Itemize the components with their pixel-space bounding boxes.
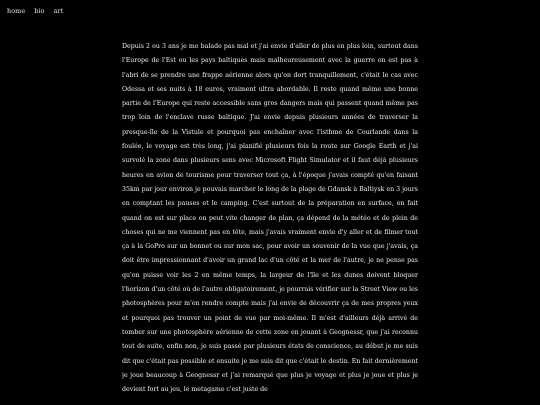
top-navigation [0, 0, 540, 22]
nav-link-bio[interactable]: bio [34, 7, 45, 15]
nav-link-art[interactable]: art [53, 7, 64, 15]
article-paragraph: Depuis 2 ou 3 ans je me balade pas mal et j'ai envie d'aller de plus en plus loin, surtout dans l'Europe de l'Est ou les pays baltiques mais malheureusement avec la guerre on est pas à l'abri de se prendre une frappe aérienne alors qu'on dort tranquillement, c'était le cas avec Odessa et ses nuits à 18 euros, vraiment ultra abordable. Il reste quand même une bonne partie de l'Europe qui reste accessible sans gros dangers mais qui passent quand même pas trop loin de l'enclave russe baltique. J'ai envie depuis plusieurs années de traverser la presque-île de la Vistule et pourquoi pas enchaîner avec l'isthme de Courlande dans la foulée, le voyage est très long, j'ai planifié plusieurs fois la route sur Google Earth et j'ai survolé la zone dans plusieurs sens avec Microsoft Flight Simulator et il faut déjà plusieurs heures en avion de tourisme pour traverser tout ça, à l'époque j'avais compté qu'en faisant 35km par jour environ je pouvais marcher le long de la plage de Gdansk à Baltiysk en 3 jours en comptant les pauses et le camping. C'est surtout de la préparation en surface, en fait quand on est sur place on peut vite changer de plan, ça dépend de la météo et de plein de choses qui ne me viennent pas en tête, mais j'avais vraiment envie d'y aller et de filmer tout ça à la GoPro sur un bonnet ou sur mon sac, pour avoir un souvenir de la vue que j'avais, ça doit être impressionnant d'avoir un grand lac d'un côté et la mer de l'autre, je ne pense pas qu'on puisse voir les 2 en même temps, la largeur de l'île et les dunes doivent bloquer l'horizon d'un côté où de l'autre obligatoirement, je pourrais vérifier sur la Street View ou les photosphères pour m'en rendre compte mais j'ai envie de découvrir ça de mes propres yeux et pourquoi pas trouver un point de vue par moi-même. Il m'est d'ailleurs déjà arrivé de tomber sur une photosphère aérienne de cette zone en jouant à Geognessr, que j'ai reconnu tout de suite, enfin non, je suis passé par plusieurs états de conscience, au début je me suis dit que c'était pas possible et ensuite je me suis dit que c'était le destin. En fait dernièrement je joue beaucoup à Geognessr et j'ai remarqué que plus je voyage et plus je joue et plus je devient fort au jeu, le metagame c'est juste de [122, 43, 418, 394]
nav-link-home[interactable]: home [7, 7, 26, 15]
article-content [122, 40, 418, 405]
